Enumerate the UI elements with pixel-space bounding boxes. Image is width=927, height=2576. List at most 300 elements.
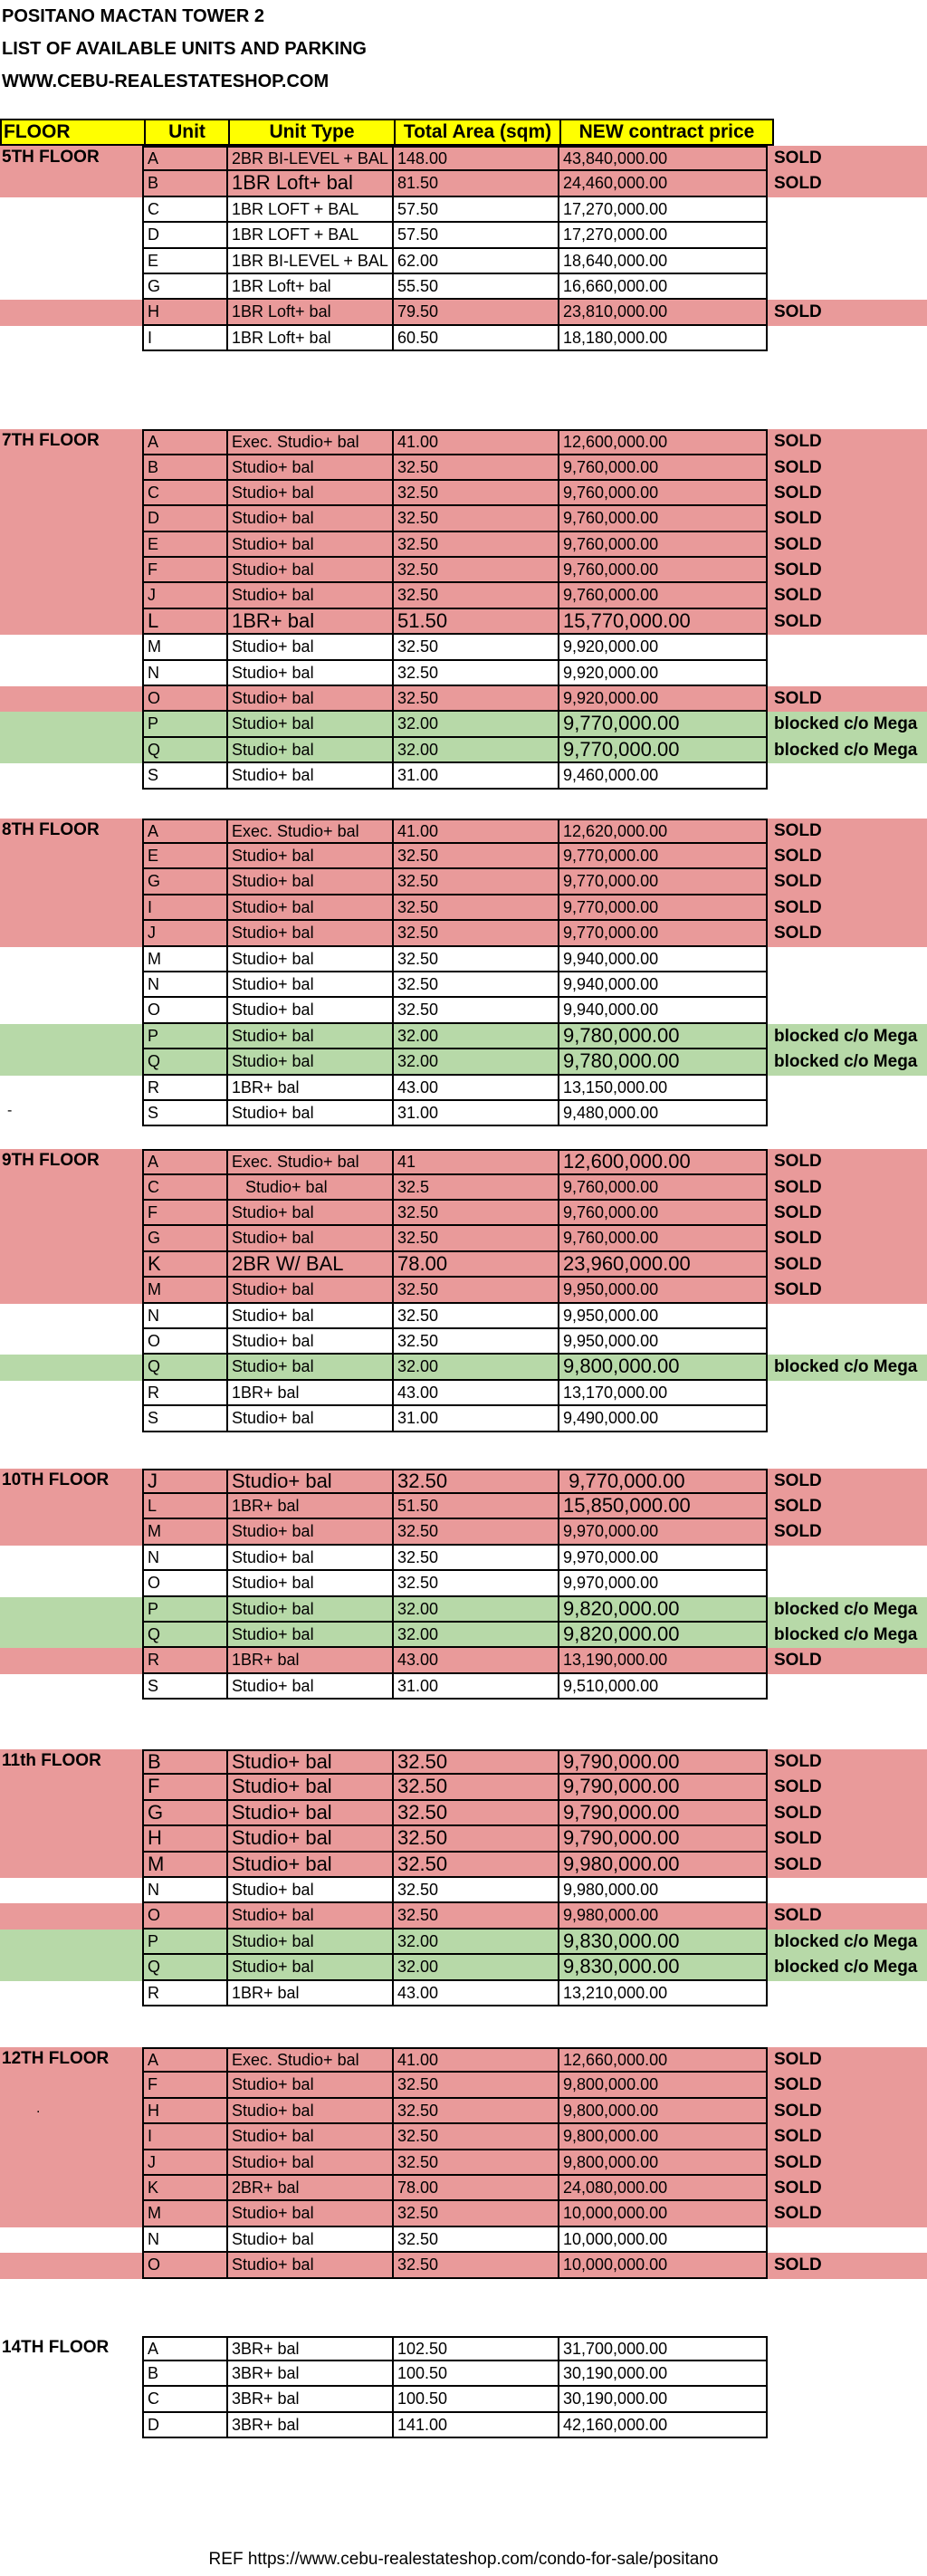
price-cell: 9,970,000.00 <box>558 1546 768 1571</box>
unit-cell: R <box>142 1076 228 1101</box>
table-row <box>0 1494 927 1519</box>
price-cell: 9,760,000.00 <box>558 1175 768 1201</box>
price-cell: 12,600,000.00 <box>558 429 768 455</box>
area-cell: 31.00 <box>392 1674 559 1700</box>
area-cell: 81.50 <box>392 171 559 196</box>
area-cell: 32.50 <box>392 1329 559 1355</box>
price-cell: 9,970,000.00 <box>558 1519 768 1545</box>
row-cells <box>142 686 768 712</box>
row-cells <box>142 1597 768 1623</box>
unit-cell: O <box>142 1571 228 1596</box>
unit-type-cell: Studio+ bal <box>226 1955 394 1980</box>
price-cell: 9,790,000.00 <box>558 1775 768 1800</box>
table-row <box>0 998 927 1023</box>
header-contract-price: NEW contract price <box>578 121 755 142</box>
unit-cell: G <box>142 1226 228 1251</box>
table-row <box>0 2099 927 2124</box>
table-row <box>0 895 927 921</box>
unit-type-cell: 1BR+ bal <box>226 1981 394 2006</box>
table-row <box>0 1355 927 1380</box>
area-cell: 32.00 <box>392 1930 559 1955</box>
row-cells <box>142 1304 768 1329</box>
table-row <box>0 583 927 608</box>
area-cell: 32.00 <box>392 712 559 737</box>
area-cell: 32.50 <box>392 869 559 895</box>
row-cells <box>142 1406 768 1432</box>
unit-cell: Q <box>142 738 228 763</box>
price-cell: 9,800,000.00 <box>558 2150 768 2176</box>
table-row <box>0 2253 927 2278</box>
floor-sections <box>0 146 927 2438</box>
row-cells <box>142 2253 768 2278</box>
row-cells <box>142 844 768 869</box>
row-cells <box>142 583 768 608</box>
unit-cell: S <box>142 1101 228 1126</box>
unit-type-cell: 1BR BI-LEVEL + BAL <box>226 249 394 274</box>
unit-cell: K <box>142 2176 228 2201</box>
area-cell: 41.00 <box>392 429 559 455</box>
table-row <box>0 1775 927 1800</box>
row-cells <box>142 2336 768 2361</box>
unit-cell: I <box>142 326 228 351</box>
unit-cell: G <box>142 274 228 300</box>
area-cell: 51.50 <box>392 1494 559 1519</box>
price-cell: 15,850,000.00 <box>558 1494 768 1519</box>
price-cell: 9,940,000.00 <box>558 947 768 972</box>
price-cell: 9,920,000.00 <box>558 661 768 686</box>
blocked-badge: blocked c/o Mega <box>774 1624 918 1644</box>
table-row <box>0 1903 927 1929</box>
unit-type-cell: Studio+ bal <box>226 947 394 972</box>
price-cell: 9,480,000.00 <box>558 1101 768 1126</box>
unit-type-cell: Studio+ bal <box>226 455 394 481</box>
sold-badge: SOLD <box>774 1203 822 1223</box>
unit-cell: F <box>142 2073 228 2098</box>
area-cell: 141.00 <box>392 2413 559 2438</box>
row-cells <box>142 661 768 686</box>
area-cell: 32.50 <box>392 1749 559 1775</box>
table-row <box>0 429 927 455</box>
price-cell: 16,660,000.00 <box>558 274 768 300</box>
table-header-row <box>0 119 774 146</box>
sold-badge: SOLD <box>774 1280 822 1300</box>
price-cell: 24,080,000.00 <box>558 2176 768 2201</box>
unit-cell: D <box>142 2413 228 2438</box>
table-row <box>0 1278 927 1303</box>
area-cell: 32.50 <box>392 532 559 558</box>
price-cell: 9,770,000.00 <box>558 921 768 946</box>
unit-type-cell: Studio+ bal <box>226 1674 394 1700</box>
stray-mark: . <box>36 2100 41 2116</box>
area-cell: 32.50 <box>392 2099 559 2124</box>
unit-cell: M <box>142 1278 228 1303</box>
unit-type-cell: Studio+ bal <box>226 481 394 506</box>
area-cell: 32.00 <box>392 1955 559 1980</box>
unit-type-cell: Studio+ bal <box>226 2201 394 2226</box>
table-row <box>0 1101 927 1126</box>
unit-type-cell: Studio+ bal <box>226 1226 394 1251</box>
price-cell: 10,000,000.00 <box>558 2201 768 2226</box>
row-cells <box>142 455 768 481</box>
unit-cell: P <box>142 1930 228 1955</box>
unit-cell: M <box>142 2201 228 2226</box>
floor-label: 9TH FLOOR <box>2 1151 100 1171</box>
area-cell: 32.50 <box>392 895 559 921</box>
price-cell: 9,950,000.00 <box>558 1329 768 1355</box>
table-row <box>0 455 927 481</box>
row-cells <box>142 1749 768 1775</box>
price-cell: 43,840,000.00 <box>558 146 768 171</box>
price-cell: 9,820,000.00 <box>558 1623 768 1648</box>
unit-type-cell: Studio+ bal <box>226 661 394 686</box>
area-cell: 32.50 <box>392 1571 559 1596</box>
row-cells <box>142 738 768 763</box>
price-cell: 9,770,000.00 <box>558 895 768 921</box>
area-cell: 57.50 <box>392 197 559 223</box>
unit-cell: R <box>142 1981 228 2006</box>
table-row <box>0 506 927 531</box>
area-cell: 32.50 <box>392 1801 559 1826</box>
table-row <box>0 1878 927 1903</box>
area-cell: 100.50 <box>392 2387 559 2412</box>
table-row <box>0 1571 927 1596</box>
price-cell: 9,830,000.00 <box>558 1955 768 1980</box>
row-cells <box>142 1226 768 1251</box>
sold-badge: SOLD <box>774 1152 822 1172</box>
unit-cell: A <box>142 2336 228 2361</box>
table-row <box>0 197 927 223</box>
row-cells <box>142 1775 768 1800</box>
price-cell: 13,170,000.00 <box>558 1381 768 1406</box>
table-row <box>0 2413 927 2438</box>
list-subtitle: LIST OF AVAILABLE UNITS AND PARKING <box>2 39 367 59</box>
unit-cell: G <box>142 869 228 895</box>
row-cells <box>142 1878 768 1903</box>
unit-cell: R <box>142 1648 228 1673</box>
unit-cell: O <box>142 686 228 712</box>
table-row <box>0 558 927 583</box>
table-row <box>0 1175 927 1201</box>
unit-cell: A <box>142 2047 228 2073</box>
table-row <box>0 1469 927 1494</box>
row-cells <box>142 197 768 223</box>
floor-section <box>0 1749 927 2006</box>
price-cell: 12,600,000.00 <box>558 1149 768 1174</box>
sold-badge: SOLD <box>774 2050 822 2069</box>
area-cell: 31.00 <box>392 763 559 789</box>
unit-type-cell: 1BR Loft+ bal <box>226 171 394 196</box>
sold-badge: SOLD <box>774 1803 822 1823</box>
unit-cell: C <box>142 481 228 506</box>
unit-cell: B <box>142 455 228 481</box>
area-cell: 32.50 <box>392 1201 559 1226</box>
unit-type-cell: Studio+ bal <box>226 1775 394 1800</box>
blocked-badge: blocked c/o Mega <box>774 1958 918 1977</box>
area-cell: 43.00 <box>392 1381 559 1406</box>
unit-type-cell: Studio+ bal <box>226 506 394 531</box>
unit-type-cell: Studio+ bal <box>226 895 394 921</box>
table-row <box>0 1826 927 1852</box>
row-cells <box>142 558 768 583</box>
area-cell: 32.50 <box>392 1878 559 1903</box>
blocked-badge: blocked c/o Mega <box>774 740 918 760</box>
price-cell: 9,770,000.00 <box>558 844 768 869</box>
unit-cell: I <box>142 2124 228 2150</box>
floor-label: 10TH FLOOR <box>2 1470 110 1489</box>
row-cells <box>142 2361 768 2387</box>
table-row <box>0 661 927 686</box>
table-row <box>0 1546 927 1571</box>
row-cells <box>142 1469 768 1494</box>
unit-cell: B <box>142 171 228 196</box>
table-row <box>0 2201 927 2226</box>
table-row <box>0 947 927 972</box>
row-cells <box>142 1355 768 1380</box>
unit-cell: N <box>142 972 228 998</box>
area-cell: 78.00 <box>392 2176 559 2201</box>
row-cells <box>142 1329 768 1355</box>
unit-type-cell: Studio+ bal <box>226 1355 394 1380</box>
price-cell: 9,760,000.00 <box>558 532 768 558</box>
price-cell: 12,660,000.00 <box>558 2047 768 2073</box>
sold-badge: SOLD <box>774 302 822 322</box>
row-cells <box>142 1674 768 1700</box>
row-cells <box>142 1024 768 1049</box>
table-row <box>0 2176 927 2201</box>
unit-type-cell: 3BR+ bal <box>226 2387 394 2412</box>
unit-type-cell: 3BR+ bal <box>226 2336 394 2361</box>
row-cells <box>142 1278 768 1303</box>
unit-type-cell: 3BR+ bal <box>226 2361 394 2387</box>
table-row <box>0 1329 927 1355</box>
sold-badge: SOLD <box>774 560 822 580</box>
sold-badge: SOLD <box>774 1651 822 1671</box>
area-cell: 32.50 <box>392 2227 559 2253</box>
table-row <box>0 481 927 506</box>
unit-type-cell: Studio+ bal <box>226 1801 394 1826</box>
sold-badge: SOLD <box>774 2127 822 2147</box>
table-row <box>0 686 927 712</box>
unit-type-cell: 2BR BI-LEVEL + BAL <box>226 146 394 171</box>
price-cell: 9,770,000.00 <box>558 1469 768 1494</box>
sold-badge: SOLD <box>774 611 822 631</box>
area-cell: 32.50 <box>392 998 559 1023</box>
area-cell: 32.50 <box>392 1826 559 1852</box>
table-row <box>0 2124 927 2150</box>
unit-cell: M <box>142 947 228 972</box>
unit-type-cell: Studio+ bal <box>226 2124 394 2150</box>
table-row <box>0 2150 927 2176</box>
unit-cell: K <box>142 1252 228 1278</box>
table-row <box>0 1304 927 1329</box>
header-unit-type: Unit Type <box>230 120 396 144</box>
table-row <box>0 972 927 998</box>
section-spacer <box>0 351 927 429</box>
row-cells <box>142 171 768 196</box>
row-cells <box>142 146 768 171</box>
table-row <box>0 274 927 300</box>
table-row <box>0 1149 927 1174</box>
unit-type-cell: Studio+ bal <box>226 1304 394 1329</box>
unit-type-cell: Studio+ bal <box>226 972 394 998</box>
sold-badge: SOLD <box>774 820 822 840</box>
sold-badge: SOLD <box>774 689 822 709</box>
table-row <box>0 738 927 763</box>
header-floor: FLOOR <box>2 120 146 144</box>
area-cell: 32.00 <box>392 1623 559 1648</box>
sold-badge: SOLD <box>774 1829 822 1849</box>
row-cells <box>142 274 768 300</box>
area-cell: 32.00 <box>392 1024 559 1049</box>
unit-cell: F <box>142 1775 228 1800</box>
price-cell: 23,810,000.00 <box>558 300 768 325</box>
row-cells <box>142 972 768 998</box>
unit-type-cell: Studio+ bal <box>226 1175 394 1201</box>
floor-label: 12TH FLOOR <box>2 2049 110 2068</box>
table-row <box>0 2361 927 2387</box>
floor-label: 8TH FLOOR <box>2 819 100 839</box>
area-cell: 60.50 <box>392 326 559 351</box>
row-cells <box>142 300 768 325</box>
sold-badge: SOLD <box>774 2255 822 2275</box>
unit-type-cell: Studio+ bal <box>226 1049 394 1075</box>
unit-type-cell: Studio+ bal <box>226 1546 394 1571</box>
row-cells <box>142 1571 768 1596</box>
price-cell: 9,760,000.00 <box>558 455 768 481</box>
row-cells <box>142 609 768 635</box>
row-cells <box>142 249 768 274</box>
area-cell: 32.50 <box>392 1903 559 1929</box>
row-cells <box>142 921 768 946</box>
sold-badge: SOLD <box>774 872 822 892</box>
unit-cell: R <box>142 1381 228 1406</box>
floor-section <box>0 1149 927 1432</box>
unit-cell: D <box>142 223 228 248</box>
unit-type-cell: Studio+ bal <box>226 2227 394 2253</box>
price-cell: 13,190,000.00 <box>558 1648 768 1673</box>
unit-cell: Q <box>142 1049 228 1075</box>
table-row <box>0 763 927 789</box>
table-row <box>0 2227 927 2253</box>
table-row <box>0 1406 927 1432</box>
area-cell: 32.50 <box>392 844 559 869</box>
unit-cell: G <box>142 1801 228 1826</box>
table-row <box>0 1981 927 2006</box>
table-row <box>0 1749 927 1775</box>
row-cells <box>142 1981 768 2006</box>
section-spacer <box>0 790 927 819</box>
area-cell: 62.00 <box>392 249 559 274</box>
table-row <box>0 2387 927 2412</box>
unit-type-cell: Studio+ bal <box>226 1903 394 1929</box>
sold-badge: SOLD <box>774 148 822 168</box>
area-cell: 32.50 <box>392 1546 559 1571</box>
unit-cell: Q <box>142 1955 228 1980</box>
row-cells <box>142 869 768 895</box>
unit-type-cell: Studio+ bal <box>226 1024 394 1049</box>
unit-type-cell: Studio+ bal <box>226 1749 394 1775</box>
sold-badge: SOLD <box>774 1777 822 1797</box>
row-cells <box>142 223 768 248</box>
row-cells <box>142 2227 768 2253</box>
area-cell: 32.50 <box>392 558 559 583</box>
area-cell: 32.5 <box>392 1175 559 1201</box>
unit-type-cell: Studio+ bal <box>226 712 394 737</box>
floor-label: 7TH FLOOR <box>2 431 100 451</box>
sold-badge: SOLD <box>774 924 822 943</box>
price-cell: 9,950,000.00 <box>558 1304 768 1329</box>
table-row <box>0 635 927 660</box>
row-cells <box>142 2073 768 2098</box>
unit-cell: S <box>142 763 228 789</box>
table-row <box>0 1648 927 1673</box>
price-cell: 17,270,000.00 <box>558 197 768 223</box>
sold-badge: SOLD <box>774 846 822 866</box>
unit-cell: E <box>142 249 228 274</box>
area-cell: 32.50 <box>392 686 559 712</box>
sold-badge: SOLD <box>774 897 822 917</box>
sold-badge: SOLD <box>774 457 822 477</box>
reference-footer: REF https://www.cebu-realestateshop.com/condo-for-sale/positano <box>208 2550 719 2569</box>
unit-type-cell: 1BR+ bal <box>226 1494 394 1519</box>
unit-cell: J <box>142 583 228 608</box>
sold-badge: SOLD <box>774 2075 822 2095</box>
area-cell: 31.00 <box>392 1101 559 1126</box>
sold-badge: SOLD <box>774 483 822 503</box>
row-cells <box>142 532 768 558</box>
area-cell: 32.50 <box>392 583 559 608</box>
price-cell: 10,000,000.00 <box>558 2253 768 2278</box>
price-cell: 30,190,000.00 <box>558 2387 768 2412</box>
unit-cell: N <box>142 661 228 686</box>
unit-cell: F <box>142 558 228 583</box>
price-cell: 9,760,000.00 <box>558 1201 768 1226</box>
unit-cell: A <box>142 819 228 844</box>
row-cells <box>142 1252 768 1278</box>
price-cell: 30,190,000.00 <box>558 2361 768 2387</box>
price-cell: 9,760,000.00 <box>558 558 768 583</box>
area-cell: 32.50 <box>392 661 559 686</box>
price-cell: 9,800,000.00 <box>558 2073 768 2098</box>
table-row <box>0 1024 927 1049</box>
blocked-badge: blocked c/o Mega <box>774 714 918 734</box>
floor-section <box>0 1469 927 1700</box>
row-cells <box>142 998 768 1023</box>
unit-type-cell: Studio+ bal <box>226 1826 394 1852</box>
row-cells <box>142 1049 768 1075</box>
sold-badge: SOLD <box>774 586 822 606</box>
area-cell: 51.50 <box>392 609 559 635</box>
price-cell: 9,920,000.00 <box>558 686 768 712</box>
price-cell: 13,150,000.00 <box>558 1076 768 1101</box>
row-cells <box>142 819 768 844</box>
unit-cell: H <box>142 1826 228 1852</box>
area-cell: 32.00 <box>392 1355 559 1380</box>
area-cell: 31.00 <box>392 1406 559 1432</box>
unit-type-cell: 1BR+ bal <box>226 1648 394 1673</box>
price-cell: 9,790,000.00 <box>558 1826 768 1852</box>
unit-cell: P <box>142 1597 228 1623</box>
unit-type-cell: 1BR+ bal <box>226 1076 394 1101</box>
unit-cell: C <box>142 197 228 223</box>
unit-type-cell: Exec. Studio+ bal <box>226 1149 394 1174</box>
blocked-badge: blocked c/o Mega <box>774 1357 918 1377</box>
price-cell: 9,940,000.00 <box>558 972 768 998</box>
area-cell: 41.00 <box>392 819 559 844</box>
row-cells <box>142 1149 768 1174</box>
unit-cell: N <box>142 2227 228 2253</box>
section-spacer <box>0 2006 927 2047</box>
